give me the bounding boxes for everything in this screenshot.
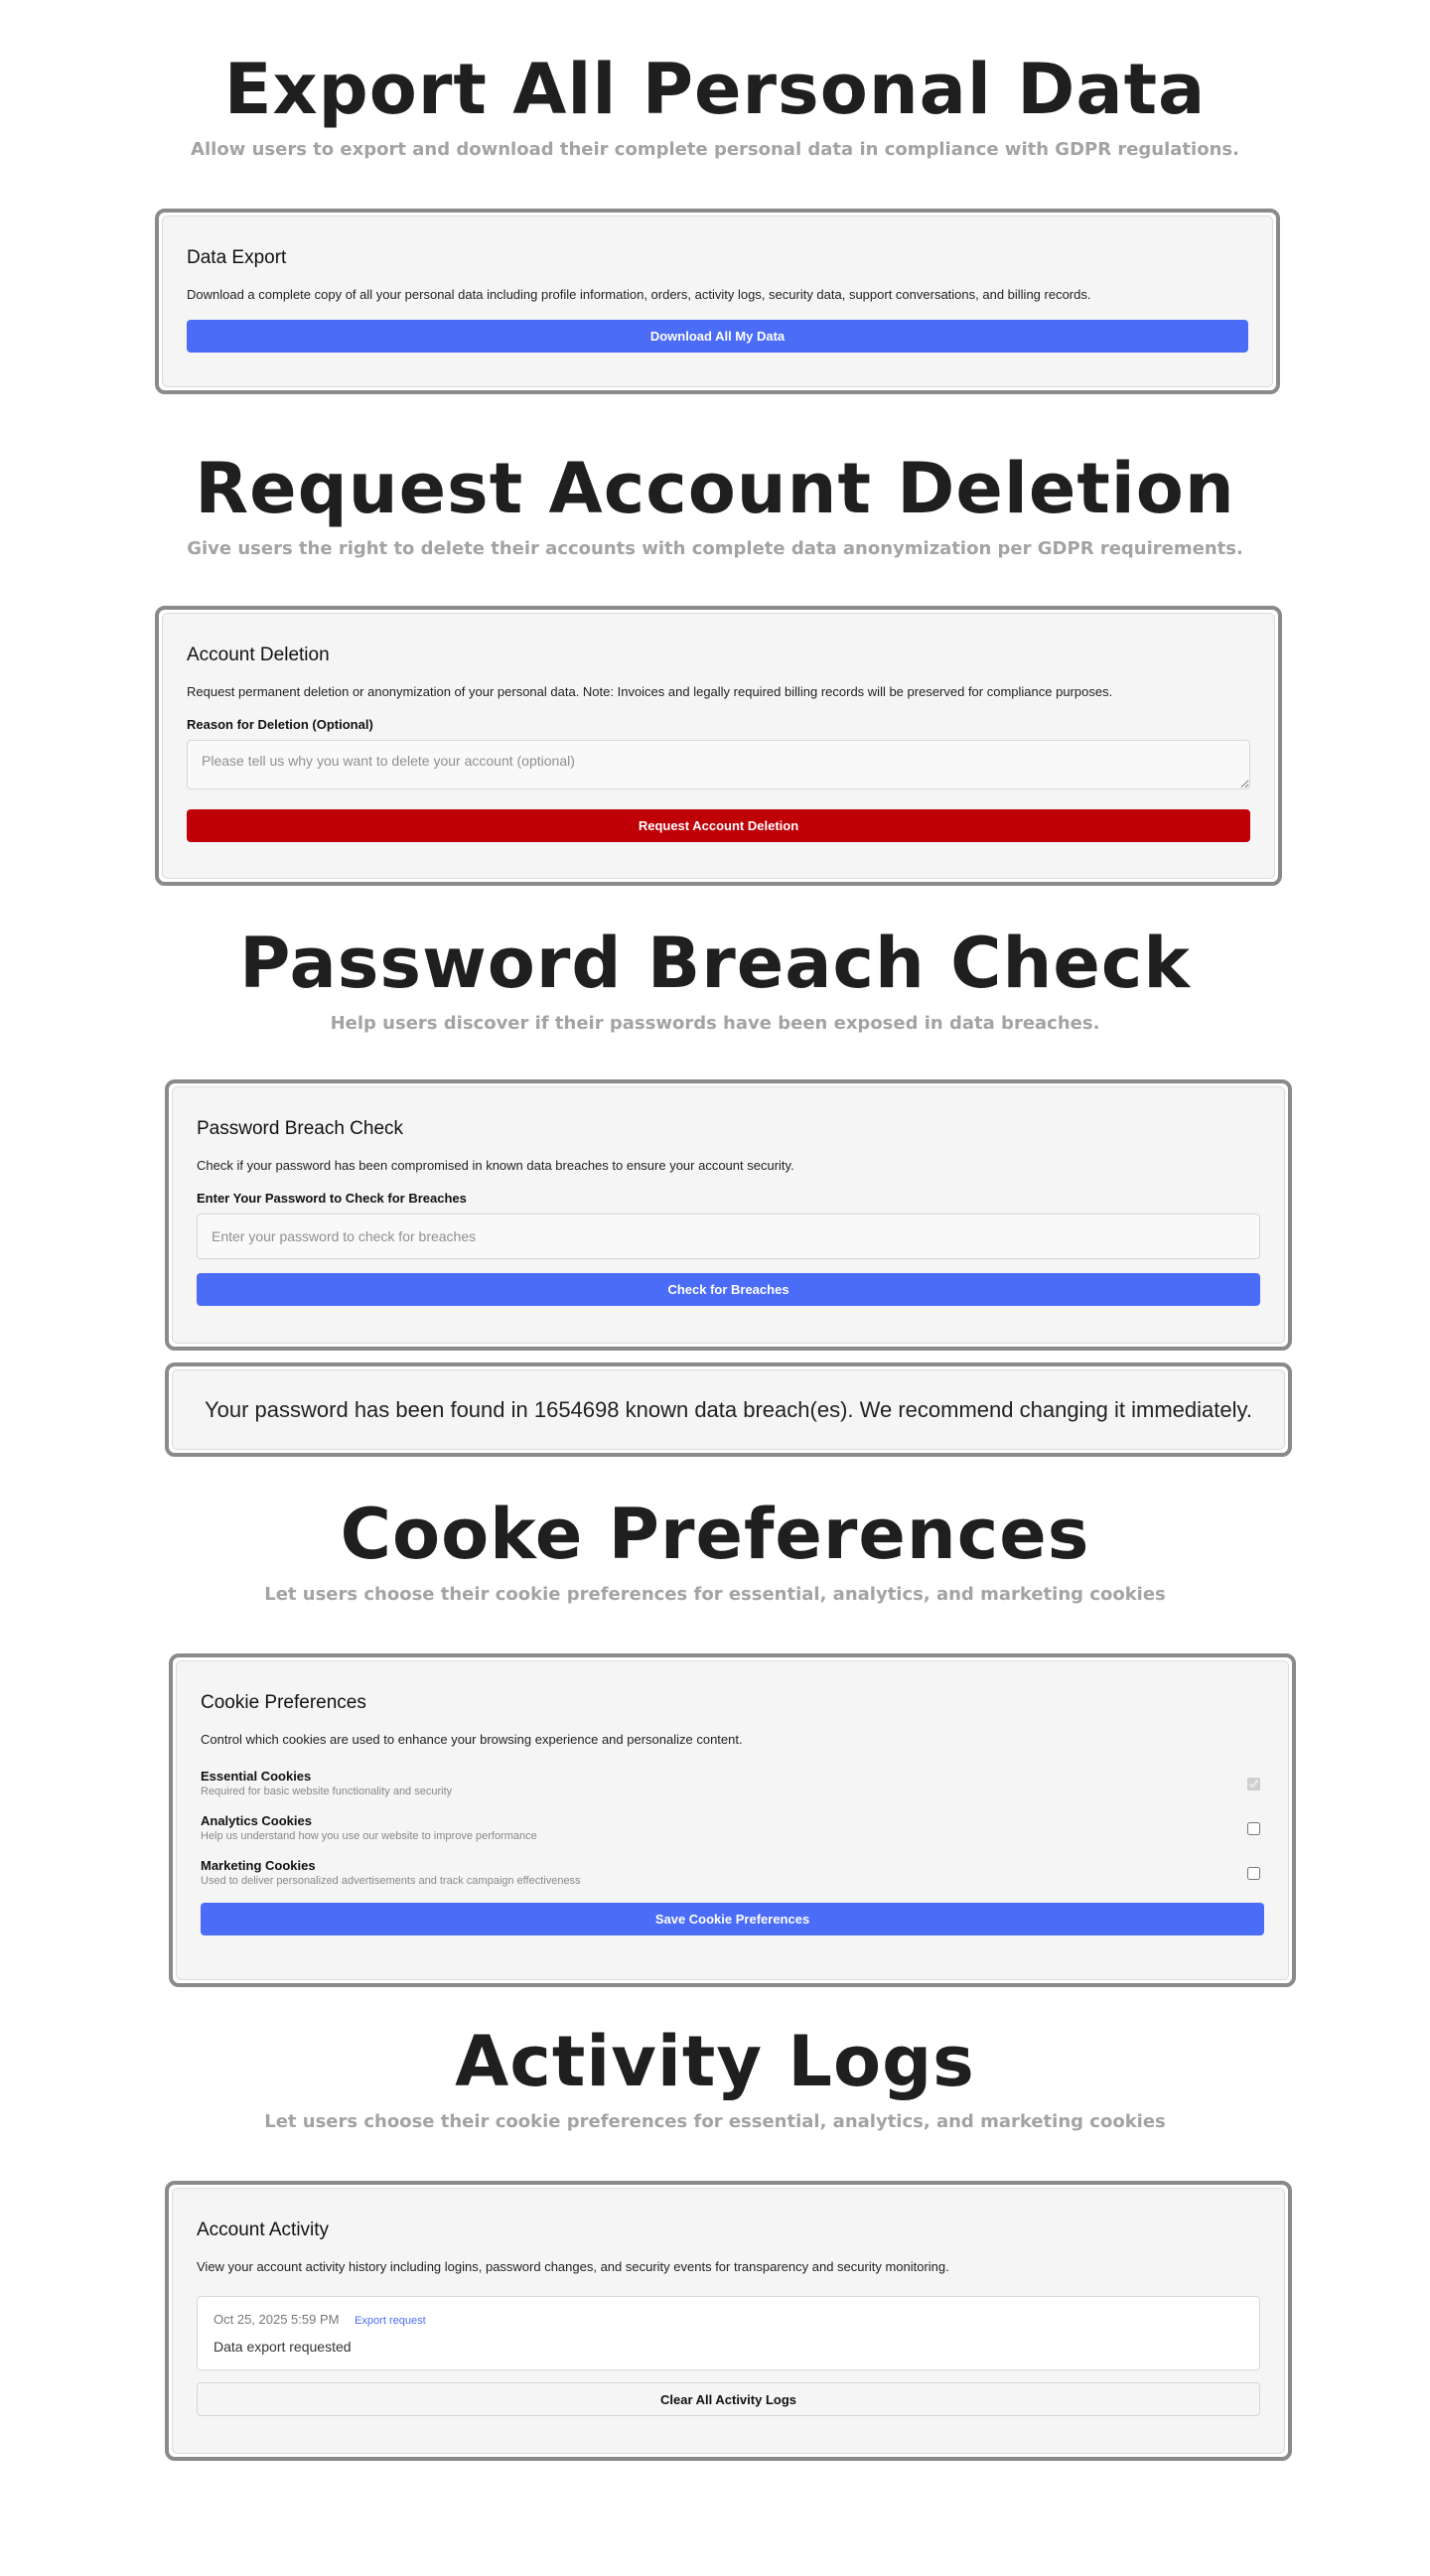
activity-section <box>0 2022 1430 2135</box>
cookie-info-essential <box>201 1769 452 1799</box>
deletion-heading: Request Account Deletion <box>195 448 1235 529</box>
cookie-row-analytics <box>201 1813 1264 1844</box>
essential-cookies-checkbox[interactable] <box>1247 1778 1260 1790</box>
cookie-section <box>0 1495 1430 1608</box>
cookie-info-analytics <box>201 1813 537 1844</box>
export-heading: Export All Personal Data <box>223 49 1207 130</box>
download-all-data-button[interactable]: Download All My Data <box>187 320 1248 353</box>
cookie-preferences-card <box>169 1653 1296 1987</box>
data-export-title: Data Export <box>187 247 287 268</box>
password-breach-title: Password Breach Check <box>197 1118 404 1139</box>
breach-result-card-body <box>172 1369 1285 1450</box>
check-for-breaches-button[interactable]: Check for Breaches <box>197 1273 1260 1306</box>
cookie-preferences-description: Control which cookies are used to enhance your browsing experience and personalize content. <box>201 1732 743 1747</box>
deletion-reason-label: Reason for Deletion (Optional) <box>187 717 373 732</box>
account-activity-card-body <box>172 2188 1285 2454</box>
password-breach-description: Check if your password has been compromised in known data breaches to ensure your account security. <box>197 1158 794 1173</box>
export-subheading: Allow users to export and download their complete personal data in compliance with GDPR regulations. <box>191 139 1239 160</box>
breach-heading: Password Breach Check <box>239 923 1191 1004</box>
activity-subheading: Let users choose their cookie preferences for essential, analytics, and marketing cookies <box>264 2111 1166 2132</box>
password-breach-card-body <box>172 1086 1285 1344</box>
deletion-reason-input[interactable] <box>187 740 1250 789</box>
cookie-subheading: Let users choose their cookie preferences for essential, analytics, and marketing cookies <box>264 1584 1166 1605</box>
activity-heading: Activity Logs <box>455 2021 975 2102</box>
breach-password-label: Enter Your Password to Check for Breaches <box>197 1191 467 1206</box>
data-export-description: Download a complete copy of all your personal data including profile information, orders, activity logs, security data, support conversations, and billing records. <box>187 287 1091 302</box>
activity-log-meta <box>214 2311 1243 2330</box>
breach-section <box>0 924 1430 1037</box>
activity-log-type: Export request <box>355 2315 426 2327</box>
save-cookie-preferences-button[interactable]: Save Cookie Preferences <box>201 1903 1264 1935</box>
password-breach-card <box>165 1079 1292 1351</box>
export-section <box>0 50 1430 163</box>
cookie-name-essential: Essential Cookies <box>201 1769 312 1784</box>
analytics-cookies-checkbox[interactable] <box>1247 1822 1260 1835</box>
deletion-subheading: Give users the right to delete their accounts with complete data anonymization per GDPR requirements. <box>187 538 1243 559</box>
cookie-preferences-card-body <box>176 1660 1289 1980</box>
cookie-name-marketing: Marketing Cookies <box>201 1858 316 1873</box>
activity-log-entry <box>197 2296 1260 2370</box>
cookie-desc-marketing: Used to deliver personalized advertisements and track campaign effectiveness <box>201 1875 581 1887</box>
account-activity-title: Account Activity <box>197 2219 330 2240</box>
cookie-desc-essential: Required for basic website functionality and security <box>201 1786 453 1797</box>
activity-log-timestamp: Oct 25, 2025 5:59 PM <box>214 2312 340 2327</box>
account-deletion-card-body <box>162 613 1275 879</box>
account-deletion-card <box>155 606 1282 886</box>
cookie-name-analytics: Analytics Cookies <box>201 1813 312 1828</box>
cookie-heading: Cooke Preferences <box>340 1494 1090 1575</box>
account-activity-card <box>165 2181 1292 2461</box>
account-activity-description: View your account activity history including logins, password changes, and security events for transparency and security monitoring. <box>197 2259 949 2274</box>
cookie-preferences-title: Cookie Preferences <box>201 1692 366 1713</box>
activity-log-text: Data export requested <box>214 2339 352 2355</box>
cookie-row-essential <box>201 1769 1264 1799</box>
breach-subheading: Help users discover if their passwords have been exposed in data breaches. <box>330 1013 1100 1034</box>
breach-result-card <box>165 1362 1292 1457</box>
breach-result-message: Your password has been found in 1654698 known data breach(es). We recommend changing it immediately. <box>204 1396 1252 1422</box>
cookie-info-marketing <box>201 1858 581 1889</box>
cookie-row-marketing <box>201 1858 1264 1889</box>
account-deletion-title: Account Deletion <box>187 644 330 665</box>
data-export-card <box>155 209 1280 394</box>
breach-password-input[interactable] <box>197 1214 1260 1259</box>
request-account-deletion-button[interactable]: Request Account Deletion <box>187 809 1250 842</box>
cookie-desc-analytics: Help us understand how you use our website to improve performance <box>201 1830 537 1842</box>
marketing-cookies-checkbox[interactable] <box>1247 1867 1260 1880</box>
clear-activity-logs-button[interactable]: Clear All Activity Logs <box>197 2382 1260 2416</box>
account-deletion-description: Request permanent deletion or anonymization of your personal data. Note: Invoices and legally required billing records will be preserved for compliance purposes. <box>187 684 1113 699</box>
data-export-card-body <box>162 215 1273 387</box>
deletion-section <box>0 449 1430 562</box>
